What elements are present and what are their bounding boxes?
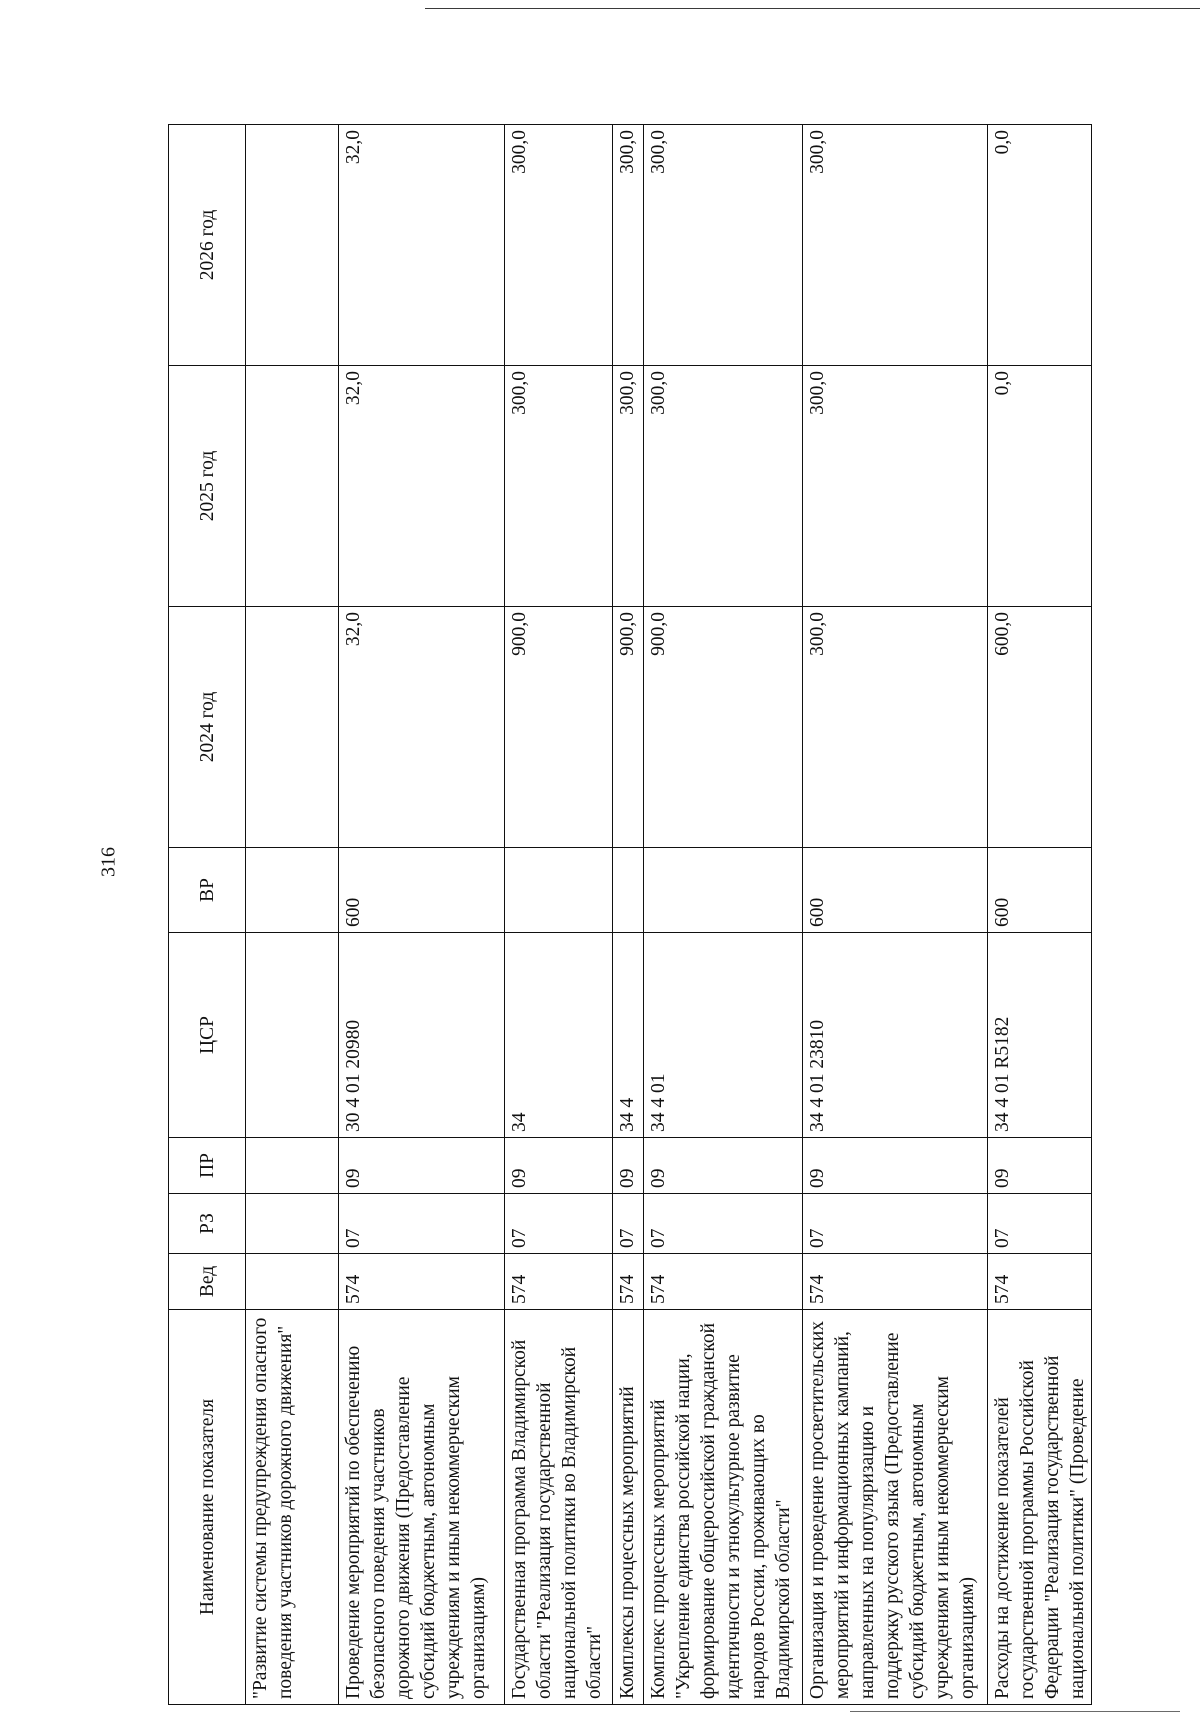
cell-2025: 32,0	[339, 366, 505, 607]
budget-table-area	[168, 125, 1088, 1705]
cell-pr	[246, 1138, 339, 1194]
cell-ved: 574	[803, 1254, 988, 1310]
cell-rz: 07	[339, 1194, 505, 1254]
cell-ved	[246, 1254, 339, 1310]
header-ved: Вед	[169, 1254, 246, 1310]
header-rz: РЗ	[169, 1194, 246, 1254]
cell-2026: 300,0	[644, 125, 803, 366]
cell-2026: 0,0	[988, 125, 1092, 366]
cell-name: "Развитие системы предупреждения опасного поведения участников дорожного движения"	[246, 1310, 339, 1705]
table-row	[988, 125, 1092, 1705]
cell-2026: 300,0	[803, 125, 988, 366]
header-2026: 2026 год	[169, 125, 246, 366]
table-row	[246, 125, 339, 1705]
cell-2026	[246, 125, 339, 366]
cell-vr: 600	[339, 848, 505, 933]
cell-2024	[246, 607, 339, 848]
cell-2026: 300,0	[613, 125, 644, 366]
cell-vr: 600	[803, 848, 988, 933]
table-row	[644, 125, 803, 1705]
table-row	[803, 125, 988, 1705]
cell-rz: 07	[988, 1194, 1092, 1254]
cell-pr: 09	[803, 1138, 988, 1194]
cell-csr: 34 4 01 23810	[803, 933, 988, 1138]
cell-2026: 300,0	[505, 125, 613, 366]
cell-2024: 900,0	[613, 607, 644, 848]
header-pr: ПР	[169, 1138, 246, 1194]
table-row	[339, 125, 505, 1705]
cell-vr	[613, 848, 644, 933]
cell-vr	[246, 848, 339, 933]
cell-pr: 09	[644, 1138, 803, 1194]
cell-vr	[644, 848, 803, 933]
cell-2025: 300,0	[803, 366, 988, 607]
cell-ved: 574	[644, 1254, 803, 1310]
cell-vr	[505, 848, 613, 933]
header-name: Наименование показателя	[169, 1310, 246, 1705]
header-vr: ВР	[169, 848, 246, 933]
cell-name: Расходы на достижение показателей государственной программы Российской Федерации "Реализация государственной национальной политики" (Проведение	[988, 1310, 1092, 1705]
cell-name: Организация и проведение просветительских мероприятий и информационных кампаний, направленных на популяризацию и поддержку русского языка (Предоставление субсидий бюджетным, автономным учреждениям и иным некоммерческим организациям)	[803, 1310, 988, 1705]
cell-2025: 300,0	[644, 366, 803, 607]
cell-csr: 30 4 01 20980	[339, 933, 505, 1138]
table-row	[613, 125, 644, 1705]
cell-ved: 574	[613, 1254, 644, 1310]
cell-2024: 32,0	[339, 607, 505, 848]
cell-csr: 34	[505, 933, 613, 1138]
cell-csr	[246, 933, 339, 1138]
cell-csr: 34 4 01	[644, 933, 803, 1138]
header-2025: 2025 год	[169, 366, 246, 607]
cell-rz	[246, 1194, 339, 1254]
cell-2024: 300,0	[803, 607, 988, 848]
budget-table	[168, 124, 1092, 1705]
cell-ved: 574	[988, 1254, 1092, 1310]
cell-2026: 32,0	[339, 125, 505, 366]
cell-ved: 574	[339, 1254, 505, 1310]
cell-rz: 07	[644, 1194, 803, 1254]
cell-csr: 34 4 01 R5182	[988, 933, 1092, 1138]
header-csr: ЦСР	[169, 933, 246, 1138]
cell-ved: 574	[505, 1254, 613, 1310]
page-number: 316	[97, 847, 120, 877]
cell-pr: 09	[988, 1138, 1092, 1194]
cell-name: Государственная программа Владимирской области "Реализация государственной национальной политики во Владимирской области"	[505, 1310, 613, 1705]
cell-pr: 09	[613, 1138, 644, 1194]
cell-2024: 900,0	[644, 607, 803, 848]
cell-name: Комплексы процессных мероприятий	[613, 1310, 644, 1705]
cell-vr: 600	[988, 848, 1092, 933]
cell-csr: 34 4	[613, 933, 644, 1138]
cell-pr: 09	[505, 1138, 613, 1194]
cell-2025	[246, 366, 339, 607]
cell-2025: 300,0	[613, 366, 644, 607]
cell-2024: 600,0	[988, 607, 1092, 848]
scan-artifact-top	[425, 8, 1200, 9]
cell-2024: 900,0	[505, 607, 613, 848]
cell-pr: 09	[339, 1138, 505, 1194]
cell-rz: 07	[613, 1194, 644, 1254]
cell-name: Комплекс процессных мероприятий "Укрепление единства российской нации, формирование общероссийской гражданской идентичности и этнокультурное развитие народов России, проживающих во Владимирской области"	[644, 1310, 803, 1705]
cell-rz: 07	[803, 1194, 988, 1254]
cell-name: Проведение мероприятий по обеспечению безопасного поведения участников дорожного движения (Предоставление субсидий бюджетным, автономным учреждениям и иным некоммерческим организациям)	[339, 1310, 505, 1705]
header-2024: 2024 год	[169, 607, 246, 848]
cell-rz: 07	[505, 1194, 613, 1254]
scan-artifact-bottom	[850, 1711, 1180, 1712]
table-row	[505, 125, 613, 1705]
cell-2025: 0,0	[988, 366, 1092, 607]
table-header-row	[169, 125, 246, 1705]
cell-2025: 300,0	[505, 366, 613, 607]
rotated-table-container	[168, 125, 1088, 1705]
